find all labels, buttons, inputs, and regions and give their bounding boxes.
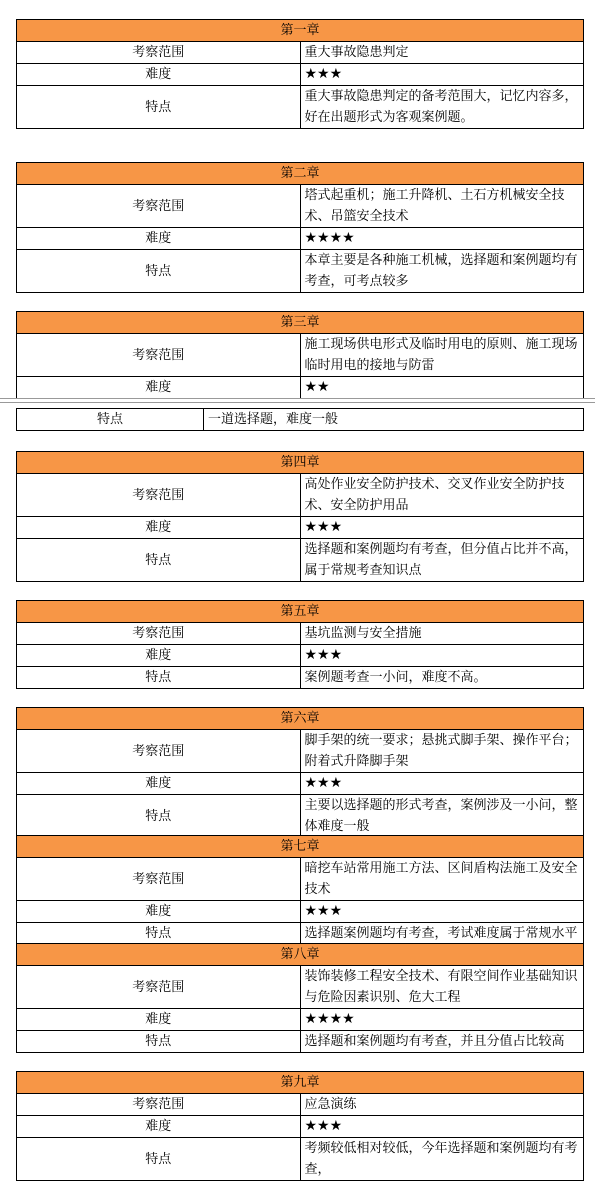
difficulty-label: 难度 [17, 1116, 301, 1138]
scope-label: 考察范围 [17, 623, 301, 645]
difficulty-stars: ★★★ [300, 517, 584, 539]
scope-label: 考察范围 [17, 1094, 301, 1116]
chapter-3-table [16, 311, 584, 399]
feature-label: 特点 [17, 409, 204, 431]
scope-value: 应急演练 [300, 1094, 584, 1116]
chapter-title: 第三章 [17, 312, 584, 334]
page-break-separator [0, 398, 595, 403]
scope-value: 装饰装修工程安全技术、有限空间作业基础知识与危险因素识别、危大工程 [300, 966, 584, 1009]
chapter-title: 第八章 [17, 944, 584, 966]
difficulty-label: 难度 [17, 377, 301, 399]
chapter-4-table [16, 451, 584, 582]
difficulty-stars: ★★ [300, 377, 584, 399]
feature-value: 考频较低相对较低，今年选择题和案例题均有考查， [300, 1138, 584, 1181]
scope-label: 考察范围 [17, 730, 301, 773]
chapter-title: 第四章 [17, 452, 584, 474]
feature-value: 选择题和案例题均有考查，并且分值占比较高 [300, 1031, 584, 1053]
difficulty-label: 难度 [17, 645, 301, 667]
scope-label: 考察范围 [17, 185, 301, 228]
difficulty-label: 难度 [17, 901, 301, 923]
chapter-1-table [16, 19, 584, 129]
feature-label: 特点 [17, 250, 301, 293]
feature-label: 特点 [17, 667, 301, 689]
scope-label: 考察范围 [17, 858, 301, 901]
chapter-title: 第七章 [17, 836, 584, 858]
chapter-9-table [16, 1071, 584, 1181]
scope-value: 暗挖车站常用施工方法、区间盾构法施工及安全技术 [300, 858, 584, 901]
scope-label: 考察范围 [17, 474, 301, 517]
feature-value: 一道选择题，难度一般 [204, 409, 584, 431]
chapter-5-table [16, 600, 584, 689]
difficulty-stars: ★★★★ [300, 1009, 584, 1031]
difficulty-stars: ★★★ [300, 1116, 584, 1138]
scope-label: 考察范围 [17, 966, 301, 1009]
feature-label: 特点 [17, 1138, 301, 1181]
feature-label: 特点 [17, 923, 301, 945]
chapter-2-table [16, 162, 584, 293]
chapter-3-table-continued [16, 408, 584, 431]
scope-value: 重大事故隐患判定 [300, 42, 584, 64]
chapter-title: 第六章 [17, 708, 584, 730]
difficulty-label: 难度 [17, 517, 301, 539]
scope-value: 基坑监测与安全措施 [300, 623, 584, 645]
difficulty-label: 难度 [17, 1009, 301, 1031]
feature-label: 特点 [17, 86, 301, 129]
difficulty-stars: ★★★ [300, 901, 584, 923]
chapter-title: 第二章 [17, 163, 584, 185]
difficulty-label: 难度 [17, 64, 301, 86]
difficulty-stars: ★★★ [300, 773, 584, 795]
scope-label: 考察范围 [17, 42, 301, 64]
feature-value: 案例题考查一小问，难度不高。 [300, 667, 584, 689]
feature-label: 特点 [17, 539, 301, 582]
chapter-title: 第一章 [17, 20, 584, 42]
feature-value: 选择题案例题均有考查，考试难度属于常规水平 [300, 923, 584, 945]
feature-label: 特点 [17, 1031, 301, 1053]
difficulty-stars: ★★★ [300, 64, 584, 86]
difficulty-label: 难度 [17, 773, 301, 795]
chapter-title: 第九章 [17, 1072, 584, 1094]
chapter-8-table [16, 943, 584, 1053]
difficulty-stars: ★★★ [300, 645, 584, 667]
chapter-7-table [16, 835, 584, 945]
scope-value: 高处作业安全防护技术、交叉作业安全防护技术、安全防护用品 [300, 474, 584, 517]
chapter-title: 第五章 [17, 601, 584, 623]
feature-value: 选择题和案例题均有考查，但分值占比并不高，属于常规考查知识点 [300, 539, 584, 582]
feature-value: 本章主要是各种施工机械，选择题和案例题均有考查，可考点较多 [300, 250, 584, 293]
chapter-6-table [16, 707, 584, 838]
difficulty-stars: ★★★★ [300, 228, 584, 250]
scope-value: 脚手架的统一要求；悬挑式脚手架、操作平台；附着式升降脚手架 [300, 730, 584, 773]
feature-label: 特点 [17, 795, 301, 838]
scope-label: 考察范围 [17, 334, 301, 377]
scope-value: 塔式起重机；施工升降机、土石方机械安全技术、吊篮安全技术 [300, 185, 584, 228]
feature-value: 重大事故隐患判定的备考范围大，记忆内容多，好在出题形式为客观案例题。 [300, 86, 584, 129]
difficulty-label: 难度 [17, 228, 301, 250]
scope-value: 施工现场供电形式及临时用电的原则、施工现场临时用电的接地与防雷 [300, 334, 584, 377]
feature-value: 主要以选择题的形式考查，案例涉及一小问，整体难度一般 [300, 795, 584, 838]
